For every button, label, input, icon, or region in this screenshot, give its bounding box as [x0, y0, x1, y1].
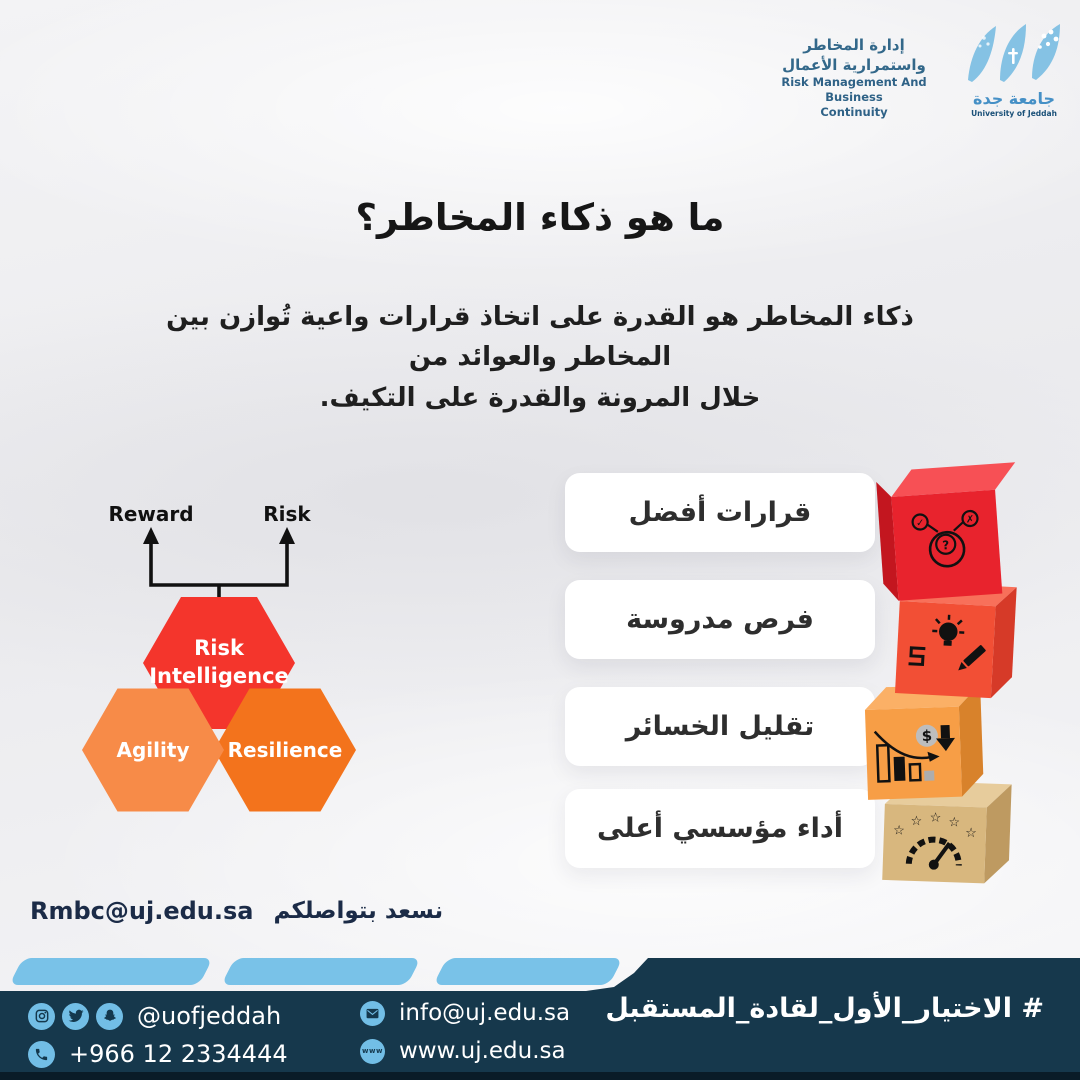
svg-text:☆: ☆: [892, 823, 906, 839]
risk-intelligence-hexagon-diagram: [78, 498, 363, 820]
footer-hashtag: # الاختيار_الأول_لقادة_المستقبل: [605, 993, 1044, 1024]
footer-email: info@uj.edu.sa: [399, 1000, 571, 1026]
svg-text:$: $: [921, 726, 933, 745]
instagram-icon: [28, 1003, 55, 1030]
benefit-card-studied-opportunities: [565, 580, 875, 659]
risk-arrowhead: [279, 527, 295, 544]
university-logo-icon: [966, 22, 1062, 84]
footer-phone-row: [28, 1040, 288, 1068]
risk-label: Risk: [263, 502, 311, 526]
hex-right-label: Resilience: [227, 738, 343, 762]
university-name-english: University of Jeddah: [971, 109, 1057, 118]
reward-arrowhead: [143, 527, 159, 544]
snapchat-icon: [96, 1003, 123, 1030]
hex-left-label: Agility: [116, 738, 190, 762]
envelope-icon: [360, 1001, 385, 1026]
benefit-card-higher-performance: [565, 789, 875, 868]
department-name-arabic: إدارة المخاطر واستمرارية الأعمال: [782, 36, 926, 74]
svg-text:☆: ☆: [929, 810, 942, 826]
svg-text:☆: ☆: [910, 813, 923, 830]
footer-strip-3: [433, 958, 623, 985]
footer-strip-2: [221, 958, 421, 985]
svg-text:☆: ☆: [948, 815, 961, 831]
reward-risk-arrows: [151, 542, 287, 602]
footer-website-row: [360, 1038, 566, 1064]
university-name-arabic: جامعة جدة: [973, 89, 1055, 108]
www-icon-label: www: [362, 1047, 383, 1055]
footer-strip-1: [9, 958, 213, 985]
twitter-icon: [62, 1003, 89, 1030]
benefit-label: تقليل الخسائر: [625, 711, 815, 742]
www-globe-icon: [360, 1039, 385, 1064]
department-name-english-line1: Risk Management And Business: [781, 75, 927, 104]
svg-text:✗: ✗: [965, 514, 975, 526]
benefit-label: أداء مؤسسي أعلى: [597, 813, 843, 844]
phone-icon: [28, 1041, 55, 1068]
footer-website: www.uj.edu.sa: [399, 1038, 566, 1064]
decision-head-icon: [876, 462, 1025, 601]
page-description-line2: خلال المرونة والقدرة على التكيف.: [319, 382, 761, 413]
social-handle: @uofjeddah: [137, 1002, 282, 1030]
benefit-label: قرارات أفضل: [628, 497, 812, 528]
page-description-line1: ذكاء المخاطر هو القدرة على اتخاذ قرارات واعية تُوازن بين المخاطر والعوائد من: [166, 302, 914, 373]
footer-email-row: [360, 1000, 570, 1026]
hex-top-label-line1: Risk: [194, 636, 244, 660]
benefit-card-reduced-losses: [565, 687, 875, 766]
department-name-english-line2: Continuity: [820, 104, 888, 119]
cube-stack-illustration: [862, 440, 1038, 886]
svg-text:?: ?: [941, 538, 950, 553]
page-title: ما هو ذكاء المخاطر؟: [355, 196, 725, 239]
svg-text:✓: ✓: [915, 517, 925, 530]
footer-bottom-line: [0, 1072, 1080, 1080]
benefit-label: فرص مدروسة: [626, 604, 814, 635]
department-name-block: [764, 36, 944, 120]
benefit-card-better-decisions: [565, 473, 875, 552]
footer-social-row: [28, 1002, 281, 1030]
page-description: [110, 297, 970, 418]
university-logo: [964, 22, 1064, 118]
svg-text:☆: ☆: [964, 825, 977, 842]
phone-number: +966 12 2334444: [69, 1040, 288, 1068]
loss-reduction-icon: [864, 684, 984, 800]
contact-label-arabic: نسعد بتواصلكم: [273, 898, 444, 924]
contact-line: [30, 897, 443, 925]
hex-top-label-line2: Intelligence: [149, 664, 289, 688]
reward-label: Reward: [108, 502, 194, 526]
rmbc-email: Rmbc@uj.edu.sa: [30, 897, 254, 925]
